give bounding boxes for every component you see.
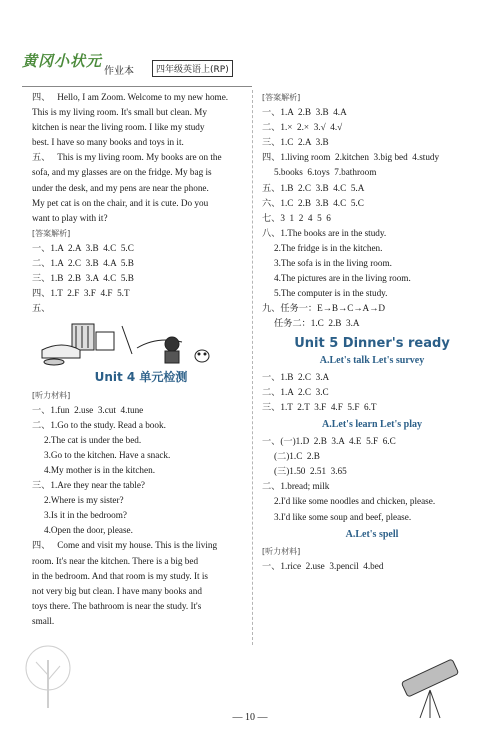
text-line: 五、 This is my living room. My books are on the: [32, 152, 222, 163]
answer-line: (三)1.50 2.51 3.65: [274, 466, 347, 477]
answer-line: (二)1.C 2.B: [274, 451, 320, 462]
text-line: 一、1.fun 2.use 3.cut 4.tune: [32, 404, 144, 415]
subsection-title: A.Let's learn Let's play: [322, 418, 422, 430]
subsection-title: A.Let's talk Let's survey: [319, 354, 425, 366]
answer-line: 5.books 6.toys 7.bathroom: [274, 167, 377, 178]
text-line: 3.Is it in the bedroom?: [44, 510, 127, 521]
text-line: small.: [32, 615, 55, 626]
page-number: — 10 —: [232, 712, 268, 723]
section-label: [答案解析]: [32, 228, 71, 238]
column-divider: [252, 90, 253, 645]
answer-line: 二、1.A 2.C 3.B 4.A 5.B: [32, 258, 134, 269]
text-line: best. I have so many books and toys in it.: [32, 137, 184, 148]
brand-logo: 黄冈小状元: [22, 52, 103, 70]
text-line: room. It's near the kitchen. There is a big bed: [32, 555, 199, 566]
answer-line: 二、1.× 2.× 3.√ 4.√: [262, 122, 343, 133]
text-line: 四、 Hello, I am Zoom. Welcome to my new home.: [32, 92, 229, 102]
answer-line: 三、1.B 2.B 3.A 4.C 5.B: [32, 273, 134, 284]
answer-line: 一、1.A 2.B 3.B 4.A: [262, 107, 347, 118]
answer-line: 二、1.bread; milk: [262, 481, 330, 492]
answer-line: 一、(一)1.D 2.B 3.A 4.E 5.F 6.C: [262, 436, 396, 447]
answer-line: 四、1.T 2.F 3.F 4.F 5.T: [32, 288, 130, 299]
text-line: sofa, and my glasses are on the fridge. My bag is: [32, 167, 212, 178]
section-label: [听力材料]: [32, 390, 71, 400]
answer-line: 八、1.The books are in the study.: [262, 227, 387, 238]
answer-line: 九、任务一：E→B→C→A→D: [262, 303, 386, 314]
answer-line: 三、1.T 2.T 3.F 4.F 5.F 6.T: [262, 401, 377, 412]
answer-line: 五、: [32, 303, 51, 314]
answer-line: 五、1.B 2.C 3.B 4.C 5.A: [262, 182, 365, 193]
section-label: [答案解析]: [262, 93, 301, 102]
answer-line: 二、1.A 2.C 3.C: [262, 386, 329, 397]
text-line: 3.Go to the kitchen. Have a snack.: [44, 449, 171, 460]
right-column: [262, 90, 482, 574]
answer-line: 4.The pictures are in the living room.: [274, 273, 411, 284]
text-line: This is my living room. It's small but clean. My: [32, 107, 207, 118]
answer-line: 2.The fridge is in the kitchen.: [274, 242, 383, 253]
text-line: in the bedroom. And that room is my study. It is: [32, 570, 208, 581]
tree-decoration-icon: [18, 640, 78, 710]
page-header: [22, 50, 252, 80]
answer-line: 三、1.C 2.A 3.B: [262, 137, 329, 148]
telescope-icon: [392, 650, 472, 720]
subsection-title: A.Let's spell: [345, 528, 399, 540]
answer-line: 一、1.B 2.C 3.A: [262, 371, 330, 382]
grade-label: 四年级英语上(RP): [152, 60, 233, 77]
unit4-title: Unit 4 单元检测: [94, 370, 188, 385]
answer-line: 2.I'd like some noodles and chicken, please.: [274, 496, 436, 507]
unit5-title: Unit 5 Dinner's ready: [294, 335, 450, 351]
text-line: 2.The cat is under the bed.: [44, 434, 142, 445]
text-line: 4.Open the door, please.: [44, 525, 133, 536]
answer-line: 3.I'd like some soup and beef, please.: [274, 511, 412, 522]
workbook-label: 作业本: [104, 66, 134, 77]
text-line: want to play with it?: [32, 212, 108, 223]
answer-line: 任务二：1.C 2.B 3.A: [274, 318, 360, 329]
text-line: 四、 Come and visit my house. This is the living: [32, 540, 218, 551]
text-line: 4.My mother is in the kitchen.: [44, 464, 155, 475]
text-line: 二、1.Go to the study. Read a book.: [32, 419, 166, 430]
answer-line: 一、1.rice 2.use 3.pencil 4.bed: [262, 560, 384, 571]
text-line: under the desk, and my pens are near the phone.: [32, 182, 209, 193]
header-rule: [22, 86, 252, 87]
answer-line: 3.The sofa is in the living room.: [274, 258, 392, 269]
answer-line: 六、1.C 2.B 3.B 4.C 5.C: [262, 197, 364, 208]
text-line: 2.Where is my sister?: [44, 495, 124, 506]
text-line: My pet cat is on the chair, and it is cute. Do you: [32, 197, 209, 208]
text-line: 三、1.Are they near the table?: [32, 480, 146, 491]
text-line: toys there. The bathroom is near the study. It's: [32, 600, 202, 611]
section-label: [听力材料]: [262, 546, 301, 556]
text-line: kitchen is near the living room. I like my study: [32, 122, 205, 133]
answer-line: 一、1.A 2.A 3.B 4.C 5.C: [32, 242, 134, 253]
room-illustration: [32, 318, 232, 366]
text-line: not very big but clean. I have many books and: [32, 585, 202, 596]
answer-line: 5.The computer is in the study.: [274, 288, 388, 299]
answer-line: 四、1.living room 2.kitchen 3.big bed 4.study: [262, 152, 440, 163]
answer-line: 七、3 1 2 4 5 6: [262, 212, 331, 223]
left-column: [32, 90, 250, 629]
